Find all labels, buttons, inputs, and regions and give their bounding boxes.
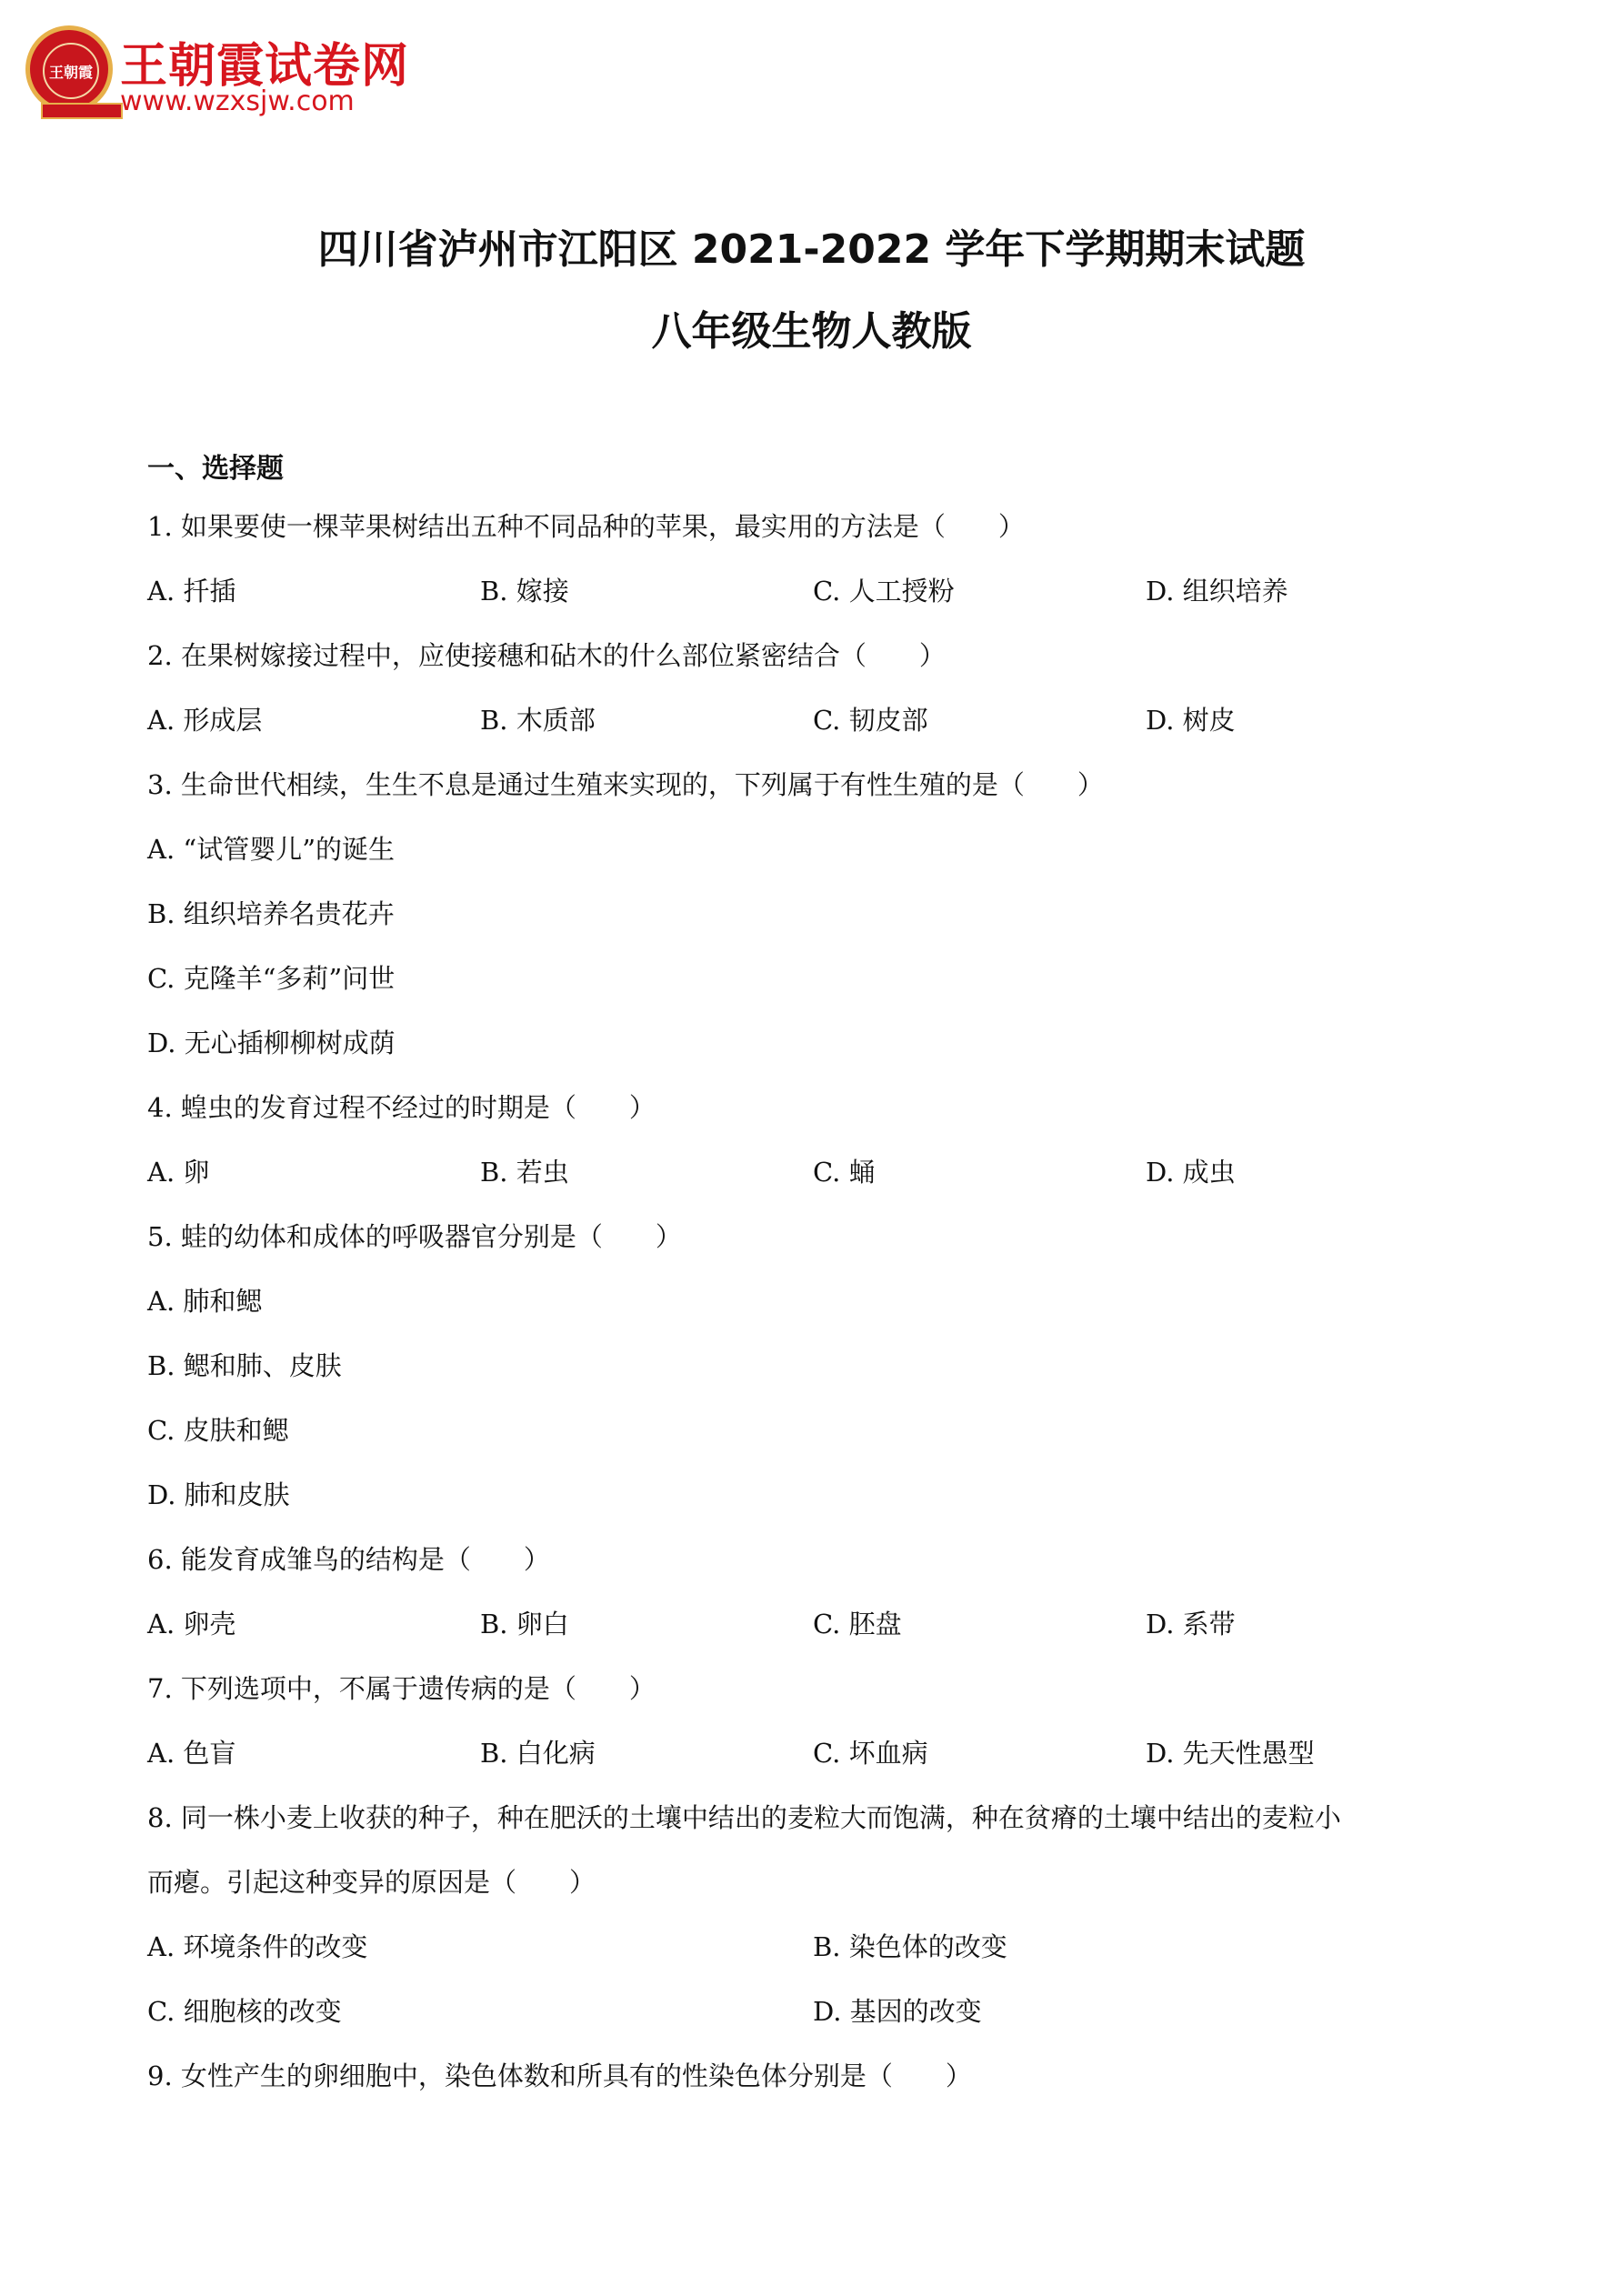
seal-text: 王朝霞 xyxy=(43,43,99,99)
seal-icon xyxy=(25,25,113,113)
option-b: B. 鳃和肺、皮肤 xyxy=(147,1350,342,1381)
question-stem: 4. 蝗虫的发育过程不经过的时期是（ ） xyxy=(147,1092,656,1123)
option-b: B. 白化病 xyxy=(480,1738,596,1769)
brand-url: www.wzxsjw.com xyxy=(120,85,355,117)
option-c: C. 人工授粉 xyxy=(813,576,955,607)
option-a: A. “试管婴儿”的诞生 xyxy=(147,834,396,865)
option-a: A. 肺和鳃 xyxy=(147,1286,263,1317)
question-stem: 8. 同一株小麦上收获的种子，种在肥沃的土壤中结出的麦粒大而饱满，种在贫瘠的土壤中结出的麦粒小 xyxy=(147,1802,1341,1833)
option-d: D. 无心插柳柳树成荫 xyxy=(147,1028,396,1058)
option-a: A. 形成层 xyxy=(147,705,263,736)
option-b: B. 木质部 xyxy=(480,705,596,736)
option-a: A. 色盲 xyxy=(147,1738,236,1769)
exam-title: 四川省泸州市江阳区 2021-2022 学年下学期期末试题 xyxy=(317,226,1306,273)
option-a: A. 卵壳 xyxy=(147,1609,236,1639)
option-d: D. 肺和皮肤 xyxy=(147,1479,290,1510)
option-b: B. 卵白 xyxy=(480,1609,569,1639)
option-d: D. 基因的改变 xyxy=(813,1996,982,2027)
option-b: B. 组织培养名贵花卉 xyxy=(147,898,395,929)
option-c: C. 细胞核的改变 xyxy=(147,1996,342,2027)
exam-subtitle: 八年级生物人教版 xyxy=(651,308,972,355)
option-b: B. 若虫 xyxy=(480,1157,569,1188)
question-stem: 5. 蛙的幼体和成体的呼吸器官分别是（ ） xyxy=(147,1221,682,1252)
option-a: A. 环境条件的改变 xyxy=(147,1931,368,1962)
section-heading: 一、选择题 xyxy=(147,453,284,485)
question-stem: 6. 能发育成雏鸟的结构是（ ） xyxy=(147,1544,550,1575)
option-b: B. 嫁接 xyxy=(480,576,569,607)
question-stem: 9. 女性产生的卵细胞中，染色体数和所具有的性染色体分别是（ ） xyxy=(147,2060,972,2091)
seal-ribbon xyxy=(41,103,123,119)
option-c: C. 韧皮部 xyxy=(813,705,928,736)
option-a: A. 扦插 xyxy=(147,576,236,607)
option-c: C. 克隆羊“多莉”问世 xyxy=(147,963,396,994)
option-d: D. 先天性愚型 xyxy=(1146,1738,1315,1769)
option-d: D. 树皮 xyxy=(1146,705,1236,736)
option-d: D. 系带 xyxy=(1146,1609,1236,1639)
question-stem-continued: 而瘪。引起这种变异的原因是（ ） xyxy=(147,1867,596,1898)
brand-name: 王朝霞试卷网 xyxy=(120,39,410,94)
option-c: C. 皮肤和鳃 xyxy=(147,1415,289,1446)
question-stem: 3. 生命世代相续，生生不息是通过生殖来实现的，下列属于有性生殖的是（ ） xyxy=(147,769,1104,800)
option-b: B. 染色体的改变 xyxy=(813,1931,1007,1962)
site-logo xyxy=(25,25,410,125)
option-a: A. 卵 xyxy=(147,1157,210,1188)
question-stem: 2. 在果树嫁接过程中，应使接穗和砧木的什么部位紧密结合（ ） xyxy=(147,640,946,671)
question-stem: 1. 如果要使一棵苹果树结出五种不同品种的苹果，最实用的方法是（ ） xyxy=(147,511,1025,542)
option-d: D. 成虫 xyxy=(1146,1157,1236,1188)
option-d: D. 组织培养 xyxy=(1146,576,1288,607)
option-c: C. 胚盘 xyxy=(813,1609,902,1639)
option-c: C. 坏血病 xyxy=(813,1738,928,1769)
question-stem: 7. 下列选项中，不属于遗传病的是（ ） xyxy=(147,1673,656,1704)
option-c: C. 蛹 xyxy=(813,1157,876,1188)
